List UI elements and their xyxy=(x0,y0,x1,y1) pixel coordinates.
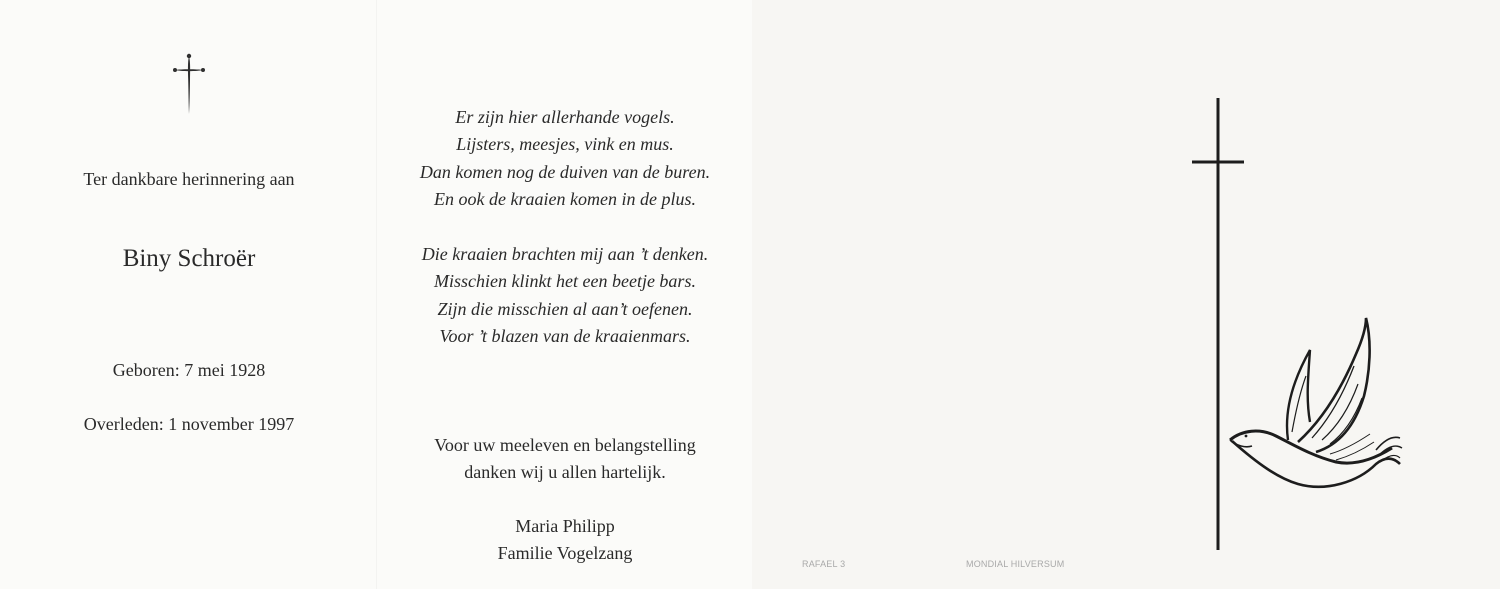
poem-line: Dan komen nog de duiven van de buren. xyxy=(419,161,711,182)
poem-stanza-1 xyxy=(378,104,752,213)
thanks-line: Voor uw meeleven en belangstelling xyxy=(434,435,696,455)
thanks-message xyxy=(378,432,752,486)
left-page xyxy=(0,0,378,589)
signer-name: Familie Vogelzang xyxy=(497,543,633,563)
poem-line: Voor ’t blazen van de kraaienmars. xyxy=(439,325,691,346)
thanks-line: danken wij u allen hartelijk. xyxy=(464,462,666,482)
poem-line: Er zijn hier allerhande vogels. xyxy=(455,107,675,127)
deceased-name: Biny Schroër xyxy=(122,245,256,272)
cross-with-dove-icon xyxy=(1180,92,1420,558)
poem-stanza-2 xyxy=(378,241,752,350)
poem-line: Lijsters, meesjes, vink en mus. xyxy=(456,134,674,155)
cross-icon xyxy=(172,52,206,116)
poem-line: Die kraaien brachten mij aan ’t denken. xyxy=(421,244,709,264)
signers xyxy=(378,513,752,567)
right-page xyxy=(378,0,752,589)
poem-line: Misschien klinkt het een beetje bars. xyxy=(434,271,696,292)
poem-line: Zijn die misschien al aan’t oefenen. xyxy=(437,298,693,319)
signer-name: Maria Philipp xyxy=(515,516,615,536)
imprint-model: RAFAEL 3 xyxy=(802,559,846,569)
imprint-printer: MONDIAL HILVERSUM xyxy=(966,559,1065,569)
death-date: Overleden: 1 november 1997 xyxy=(83,414,295,434)
dedication-text: Ter dankbare herinnering aan xyxy=(83,169,295,189)
birth-date: Geboren: 7 mei 1928 xyxy=(112,360,266,380)
poem-line: En ook de kraaien komen in de plus. xyxy=(434,188,696,209)
